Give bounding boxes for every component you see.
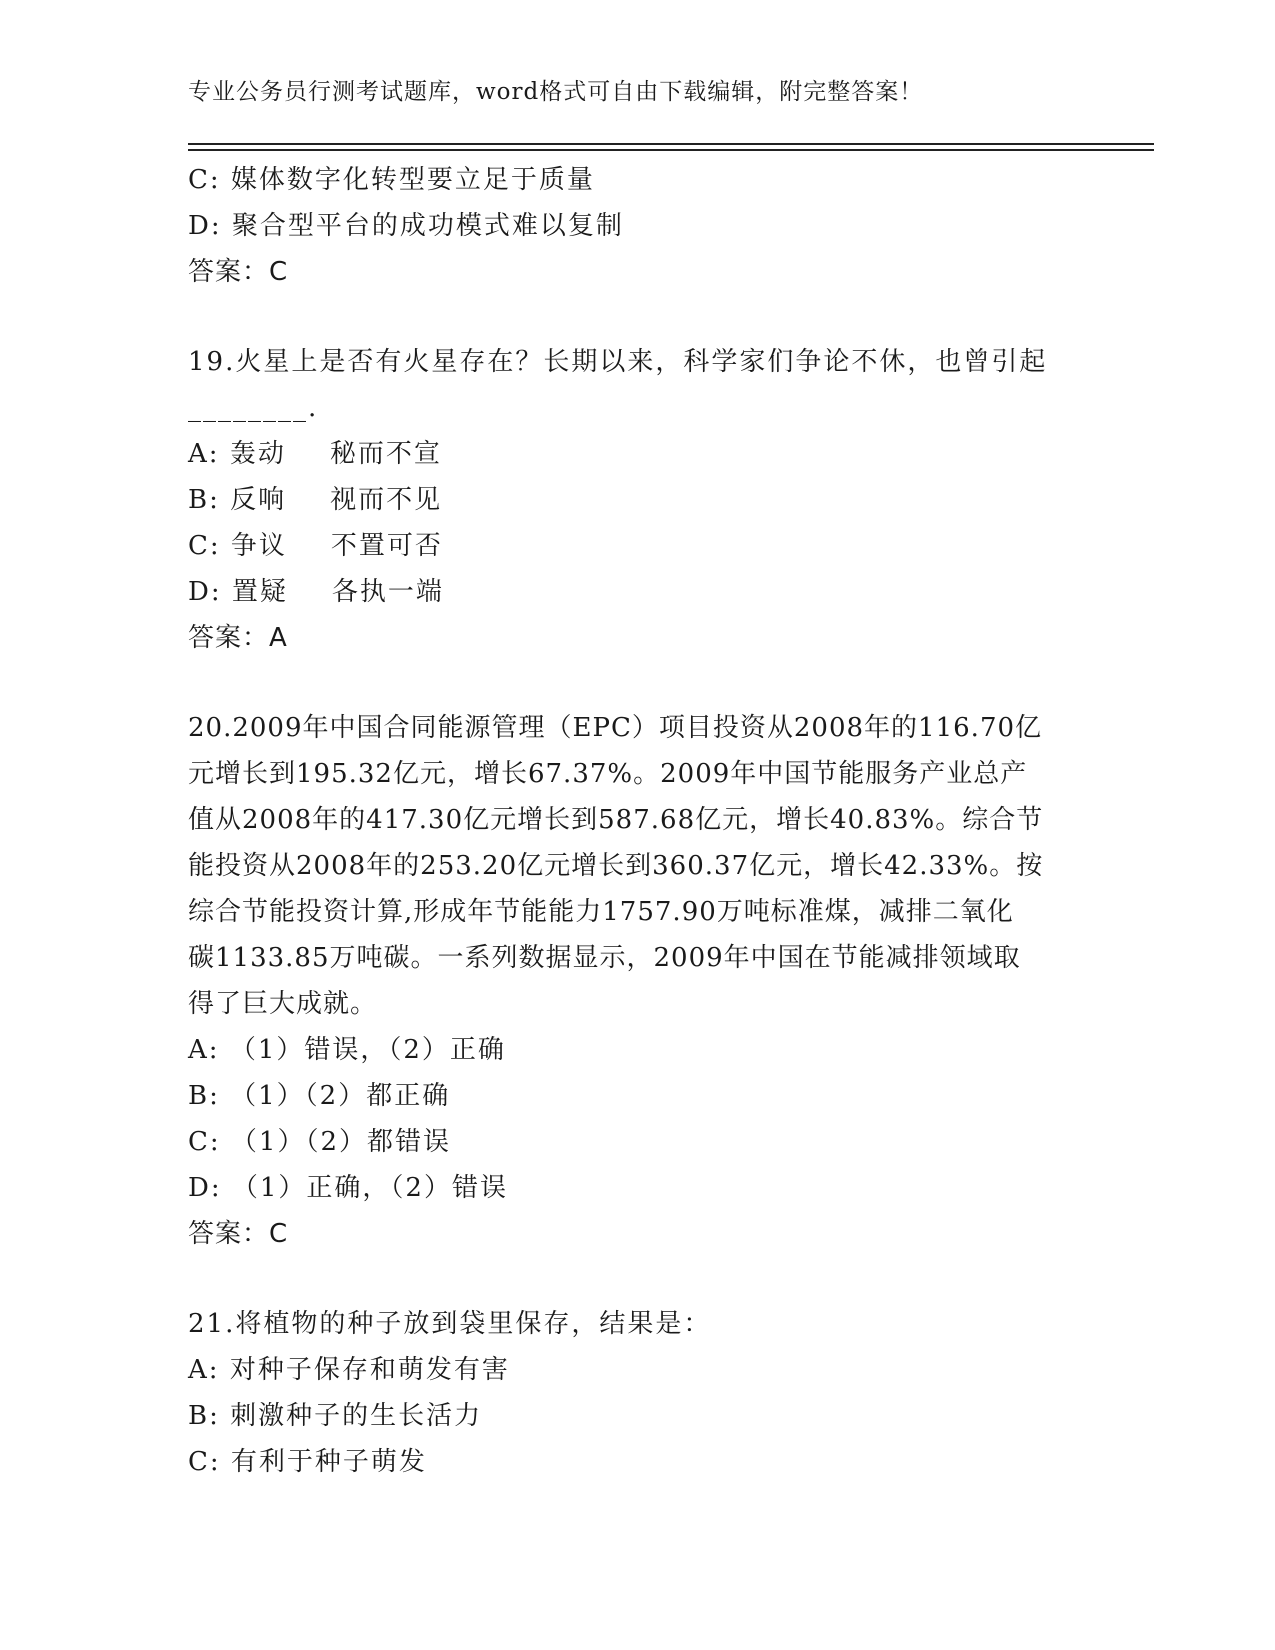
option-c: C: 媒体数字化转型要立足于质量	[188, 165, 595, 195]
question-20	[188, 705, 1088, 1257]
paragraph-line: 碳1133.85万吨碳。一系列数据显示，2009年中国在节能减排领域取	[188, 943, 1021, 973]
paragraph-line: 元增长到195.32亿元，增长67.37%。2009年中国节能服务产业总产	[188, 759, 1028, 789]
paragraph-line: 综合节能投资计算,形成年节能能力1757.90万吨标准煤，减排二氧化	[188, 897, 1014, 927]
question-blank: ________.	[188, 393, 319, 423]
paragraph-line: 得了巨大成就。	[188, 989, 378, 1019]
answer-line: 答案：A	[188, 623, 288, 653]
question-19	[188, 339, 1088, 661]
question-paragraph	[188, 705, 1088, 1027]
header-rule-bottom	[188, 149, 1154, 151]
answer-line: 答案：C	[188, 1219, 289, 1249]
option-a: A: 轰动 秘而不宣	[188, 439, 442, 469]
option-b: B: 刺激种子的生长活力	[188, 1401, 483, 1431]
option-a: A: （1）错误，（2）正确	[188, 1035, 506, 1065]
option-c: C: 有利于种子萌发	[188, 1447, 427, 1477]
exam-content	[188, 157, 1088, 1485]
paragraph-line: 值从2008年的417.30亿元增长到587.68亿元，增长40.83%。综合节	[188, 805, 1044, 835]
paragraph-line: 能投资从2008年的253.20亿元增长到360.37亿元，增长42.33%。按	[188, 851, 1044, 881]
option-d: D: 聚合型平台的成功模式难以复制	[188, 211, 624, 241]
option-a: A: 对种子保存和萌发有害	[188, 1355, 510, 1385]
option-d: D: 置疑 各执一端	[188, 577, 444, 607]
page-header: 专业公务员行测考试题库，word格式可自由下载编辑，附完整答案！	[188, 79, 924, 105]
question-21	[188, 1301, 1088, 1485]
option-d: D: （1）正确，（2）错误	[188, 1173, 508, 1203]
paragraph-line: 20.2009年中国合同能源管理（EPC）项目投资从2008年的116.70亿	[188, 713, 1043, 743]
question-text: 19.火星上是否有火星存在？长期以来，科学家们争论不休，也曾引起	[188, 347, 1048, 377]
question-text: 21.将植物的种子放到袋里保存，结果是：	[188, 1309, 712, 1339]
answer-line: 答案：C	[188, 257, 289, 287]
option-b: B: 反响 视而不见	[188, 485, 443, 515]
question-18-tail	[188, 157, 1088, 295]
header-rule-top	[188, 143, 1154, 145]
option-b: B: （1）（2）都正确	[188, 1081, 451, 1111]
option-c: C: （1）（2）都错误	[188, 1127, 452, 1157]
option-c: C: 争议 不置可否	[188, 531, 443, 561]
